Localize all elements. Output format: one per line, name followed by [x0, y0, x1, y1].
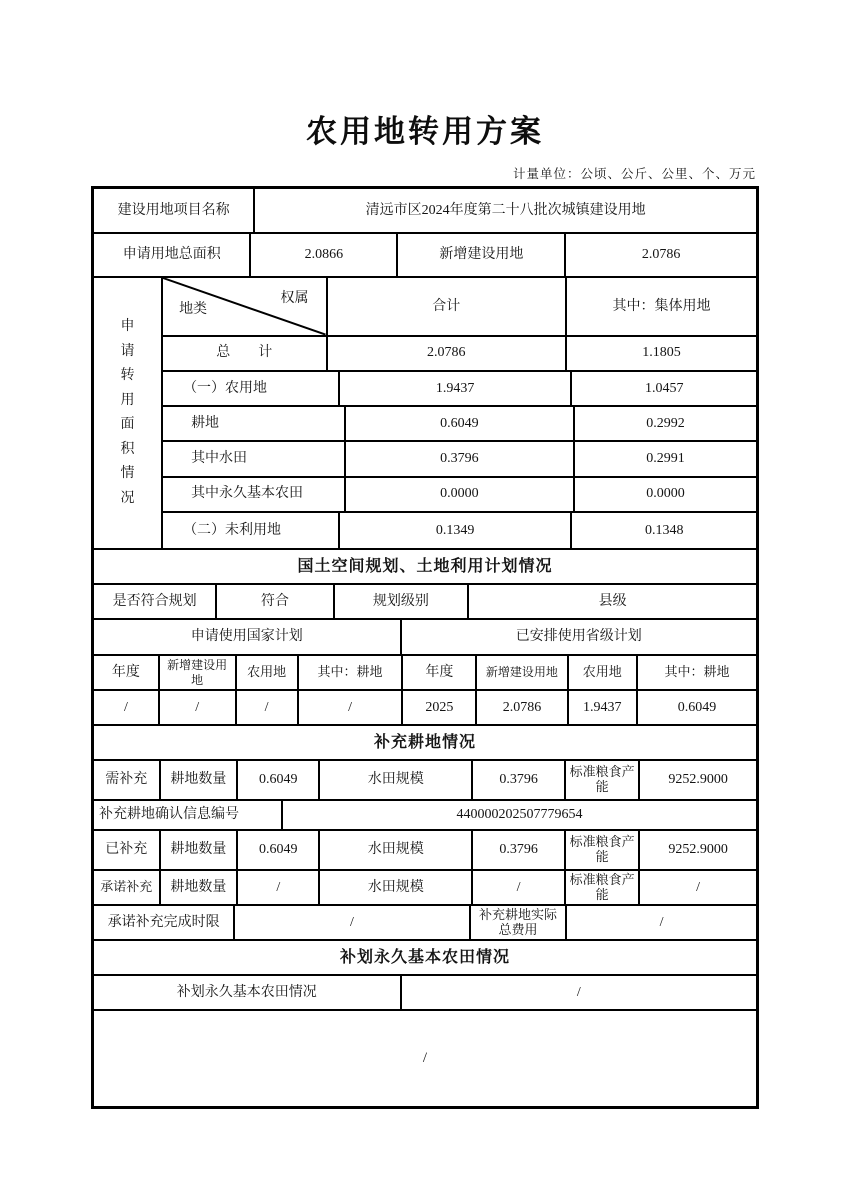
supplement-section-header: 补充耕地情况 [373, 733, 476, 751]
national-plan-header: 申请使用国家计划 [94, 620, 402, 654]
qty-label: 耕地数量 [161, 761, 239, 799]
table-row [94, 620, 756, 656]
table-row [94, 976, 756, 1011]
row-total: 1.9437 [340, 372, 573, 405]
table-row [94, 871, 756, 906]
table-row [163, 442, 756, 477]
row-total: 0.1349 [340, 513, 573, 548]
plan-value: / [94, 691, 160, 724]
plan-col-agri: 农用地 [569, 656, 638, 689]
table-row [94, 234, 756, 278]
table-row [94, 801, 756, 831]
planning-section-header: 国土空间规划、土地利用计划情况 [297, 557, 553, 575]
plan-level-value: 县级 [598, 593, 627, 609]
col-header-total: 合计 [328, 278, 567, 335]
capacity-value: 9252.9000 [668, 842, 728, 858]
plan-level-label: 规划级别 [335, 585, 470, 618]
row-label: 其中永久基本农田 [163, 478, 346, 511]
qty-label: 耕地数量 [161, 871, 239, 904]
table-row [163, 337, 756, 372]
qty-label: 耕地数量 [161, 831, 239, 869]
provincial-plan-header: 已安排使用省级计划 [515, 629, 642, 645]
table-row [94, 906, 756, 941]
farmland-section-header: 补划永久基本农田情况 [339, 948, 510, 966]
row-label: （二）未利用地 [163, 513, 340, 548]
row-label: （一）农用地 [163, 372, 340, 405]
row-collective: 0.0000 [646, 486, 685, 502]
project-name-value: 清远市区2024年度第二十八批次城镇建设用地 [365, 202, 646, 218]
total-area-value: 2.0866 [251, 234, 398, 276]
unit-note: 计量单位：公顷、公斤、公里、个、万元 [512, 167, 756, 181]
farmland-value: / [576, 984, 581, 1000]
confirm-number-value: 440000202507779654 [456, 807, 583, 823]
plan-value-newland: 2.0786 [477, 691, 568, 724]
conversion-area-block [94, 278, 756, 550]
row-collective: 0.2991 [646, 451, 685, 467]
row-collective: 0.1348 [644, 522, 684, 538]
paddy-value: 0.3796 [473, 831, 566, 869]
confirm-number-label: 补充耕地确认信息编号 [94, 801, 283, 829]
row-total: 0.0000 [346, 478, 575, 511]
supplement-category: 已补充 [94, 831, 161, 869]
table-row [94, 941, 756, 976]
plan-value-cultivated: 0.6049 [677, 699, 717, 715]
new-land-value: 2.0786 [641, 247, 681, 263]
table-row [94, 1011, 756, 1106]
row-label: 其中水田 [163, 442, 346, 475]
qty-value: 0.6049 [238, 761, 320, 799]
page-title: 农用地转用方案 [306, 114, 544, 149]
conversion-side-label [94, 278, 163, 548]
row-collective: 1.0457 [644, 380, 684, 396]
paddy-label: 水田规模 [320, 871, 473, 904]
table-row [94, 550, 756, 585]
plan-value-agri: 1.9437 [569, 691, 638, 724]
plan-col-year: 年度 [94, 656, 160, 689]
row-total: 0.6049 [346, 407, 575, 440]
new-land-label: 新增建设用地 [398, 234, 566, 276]
plan-col-newland: 新增建设用地 [477, 656, 568, 689]
table-row [163, 278, 756, 337]
project-name-label: 建设用地项目名称 [94, 189, 255, 232]
paddy-label: 水田规模 [320, 761, 473, 799]
table-row [94, 761, 756, 801]
capacity-value: 9252.9000 [668, 772, 728, 788]
table-row [163, 372, 756, 407]
form-table [91, 186, 759, 1109]
supplement-category: 需补充 [94, 761, 161, 799]
qty-value: / [238, 871, 320, 904]
table-row [94, 189, 756, 234]
paddy-value: 0.3796 [473, 761, 566, 799]
paddy-value: / [473, 871, 566, 904]
plan-value: / [160, 691, 237, 724]
plan-col-cultivated: 其中：耕地 [664, 664, 730, 680]
row-total: 0.3796 [346, 442, 575, 475]
diagonal-header-cell [163, 278, 327, 335]
col-header-collective: 其中：集体用地 [612, 298, 711, 314]
row-label: 耕地 [163, 407, 346, 440]
plan-col-agri: 农用地 [237, 656, 299, 689]
compliance-value: 符合 [217, 585, 334, 618]
table-row [163, 513, 756, 548]
diagonal-label-landtype: 地类 [179, 302, 208, 318]
plan-value: / [299, 691, 404, 724]
table-row [94, 585, 756, 620]
deadline-value: / [235, 906, 470, 939]
row-collective: 0.2992 [646, 415, 685, 431]
row-total: 2.0786 [328, 337, 567, 370]
remark-value: / [422, 1050, 428, 1067]
cost-value: / [659, 914, 664, 930]
row-label: 总 计 [163, 337, 327, 370]
deadline-label: 承诺补充完成时限 [94, 906, 235, 939]
supplement-category: 承诺补充 [94, 871, 161, 904]
table-row [94, 656, 756, 691]
total-area-label: 申请用地总面积 [94, 234, 251, 276]
diagonal-label-ownership: 权属 [280, 291, 309, 306]
conversion-grid [163, 278, 756, 548]
plan-col-cultivated: 其中：耕地 [299, 656, 404, 689]
table-row [163, 478, 756, 513]
table-row [163, 407, 756, 442]
paddy-label: 水田规模 [320, 831, 473, 869]
table-row [94, 831, 756, 871]
table-row [94, 726, 756, 761]
capacity-label: 标准粮食产能 [566, 871, 640, 904]
capacity-label: 标准粮食产能 [566, 761, 640, 799]
cost-label: 补充耕地实际总费用 [471, 906, 568, 939]
plan-value-year: 2025 [403, 691, 477, 724]
plan-value: / [237, 691, 299, 724]
capacity-label: 标准粮食产能 [566, 831, 640, 869]
qty-value: 0.6049 [238, 831, 320, 869]
farmland-label: 补划永久基本农田情况 [94, 976, 402, 1009]
plan-col-newland: 新增建设用地 [160, 656, 237, 689]
table-row [94, 691, 756, 726]
row-collective: 1.1805 [642, 345, 681, 361]
plan-col-year: 年度 [403, 656, 477, 689]
capacity-value: / [696, 879, 700, 895]
compliance-label: 是否符合规划 [94, 585, 217, 618]
conversion-side-label-text: 申请转用面积情况 [120, 319, 135, 506]
